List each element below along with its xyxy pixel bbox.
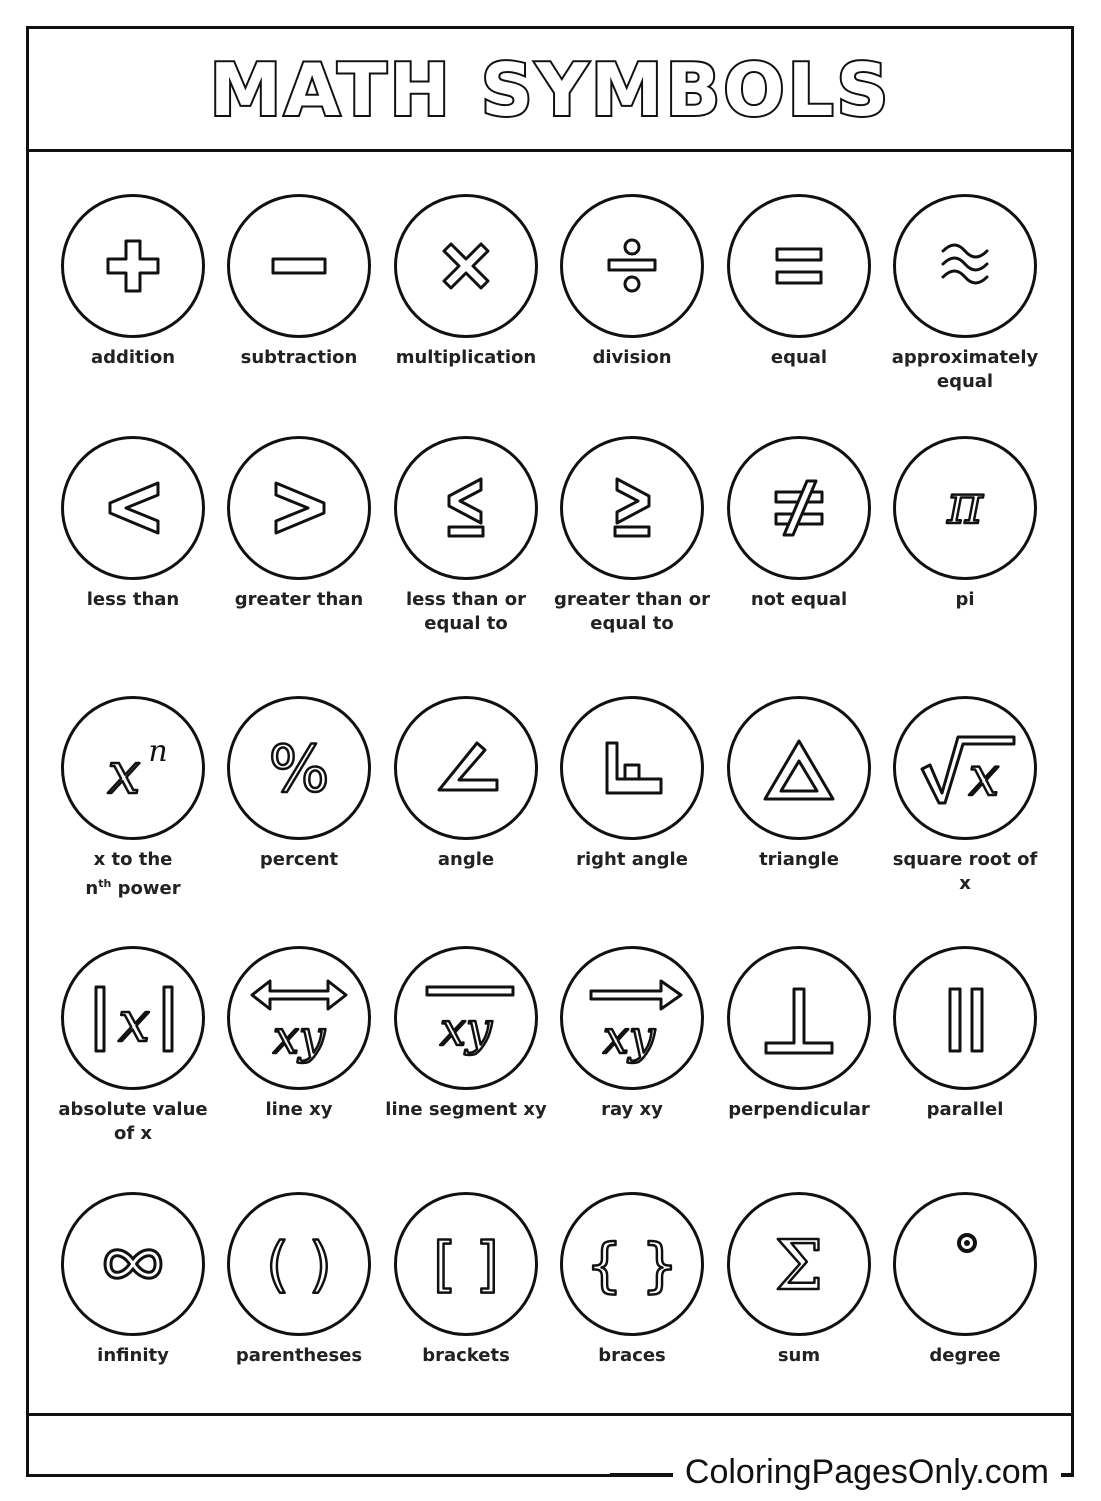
percent-glyph: % xyxy=(268,733,330,807)
xy-glyph: xy xyxy=(440,1002,492,1056)
symbol-card-square-root xyxy=(882,696,1048,926)
symbol-card-sum xyxy=(716,1192,882,1422)
not-equal-icon xyxy=(730,439,868,577)
segment-icon xyxy=(397,949,535,1087)
power-label-base: n xyxy=(85,878,99,899)
symbol-label: approximately equal xyxy=(891,347,1039,392)
symbol-circle xyxy=(893,1192,1037,1336)
symbol-label: perpendicular xyxy=(728,1099,870,1120)
x-glyph: x xyxy=(118,990,150,1055)
symbol-label: division xyxy=(592,347,672,368)
symbol-circle xyxy=(61,696,205,840)
site-credit: ColoringPagesOnly.com xyxy=(673,1450,1061,1494)
x-glyph: x xyxy=(968,745,1000,808)
infinity-icon xyxy=(64,1195,202,1333)
symbol-card-equal xyxy=(716,194,882,424)
symbol-card-infinity xyxy=(50,1192,216,1422)
right-angle-icon xyxy=(563,699,701,837)
symbol-label: line xy xyxy=(265,1099,333,1120)
symbol-card-triangle xyxy=(716,696,882,926)
symbol-label: addition xyxy=(90,347,176,368)
symbol-card-addition xyxy=(50,194,216,424)
symbol-circle xyxy=(727,696,871,840)
page-title: MATH SYMBOLS xyxy=(209,48,892,132)
symbol-card-greater-equal xyxy=(549,436,715,666)
symbol-card-approximately-equal xyxy=(882,194,1048,424)
parentheses-icon xyxy=(230,1195,368,1333)
symbol-label: less than xyxy=(86,589,180,610)
symbol-card-less-than xyxy=(50,436,216,666)
symbol-label: brackets xyxy=(422,1345,510,1366)
braces-icon xyxy=(563,1195,701,1333)
symbol-label: degree xyxy=(929,1345,1001,1366)
symbol-label: infinity xyxy=(97,1345,169,1366)
header-divider xyxy=(26,149,1074,152)
symbol-label: percent xyxy=(259,849,339,870)
symbol-circle xyxy=(227,436,371,580)
equals-icon xyxy=(730,197,868,335)
symbol-circle xyxy=(394,194,538,338)
symbol-circle xyxy=(394,436,538,580)
symbol-circle xyxy=(227,946,371,1090)
symbol-label: braces xyxy=(598,1345,666,1366)
degree-icon xyxy=(896,1195,1034,1333)
symbol-card-brackets xyxy=(383,1192,549,1422)
symbol-label: absolute value of x xyxy=(58,1099,208,1144)
symbol-circle xyxy=(727,436,871,580)
xy-glyph: xy xyxy=(603,1010,655,1064)
x-glyph: x xyxy=(107,739,141,807)
symbol-card-line xyxy=(216,946,382,1176)
symbol-card-braces xyxy=(549,1192,715,1422)
symbol-card-percent xyxy=(216,696,382,926)
times-icon xyxy=(397,197,535,335)
perpendicular-icon xyxy=(730,949,868,1087)
symbol-circle xyxy=(560,436,704,580)
symbol-card-angle xyxy=(383,696,549,926)
less-than-icon xyxy=(64,439,202,577)
symbol-card-degree xyxy=(882,1192,1048,1422)
symbol-circle xyxy=(61,1192,205,1336)
minus-icon xyxy=(230,197,368,335)
symbol-card-not-equal xyxy=(716,436,882,666)
triangle-icon xyxy=(730,699,868,837)
power-label-tail: power xyxy=(117,878,181,899)
symbol-card-parallel xyxy=(882,946,1048,1176)
symbol-card-less-equal xyxy=(383,436,549,666)
symbol-label: line segment xy xyxy=(385,1099,547,1120)
symbol-card-perpendicular xyxy=(716,946,882,1176)
symbol-label: equal xyxy=(770,347,828,368)
symbol-label: less than or equal to xyxy=(406,589,526,634)
symbol-card-power xyxy=(50,696,216,926)
symbol-circle xyxy=(61,194,205,338)
symbol-label: multiplication xyxy=(395,347,537,368)
sigma-glyph: Σ xyxy=(774,1227,824,1306)
symbol-circle xyxy=(227,696,371,840)
symbol-card-division xyxy=(549,194,715,424)
power-label-sup: th xyxy=(98,877,112,890)
symbol-card-pi xyxy=(882,436,1048,666)
angle-icon xyxy=(397,699,535,837)
symbol-card-parentheses xyxy=(216,1192,382,1422)
symbol-label: angle xyxy=(437,849,495,870)
less-equal-icon xyxy=(397,439,535,577)
symbol-circle xyxy=(394,946,538,1090)
symbol-label: triangle xyxy=(759,849,839,870)
symbol-circle xyxy=(227,1192,371,1336)
symbol-label: square root of x xyxy=(892,849,1038,894)
symbol-card-greater-than xyxy=(216,436,382,666)
symbol-circle xyxy=(727,1192,871,1336)
symbol-circle xyxy=(893,946,1037,1090)
symbol-label: greater than xyxy=(234,589,364,610)
symbol-circle xyxy=(727,946,871,1090)
symbol-card-absolute-value xyxy=(50,946,216,1176)
symbol-card-multiplication xyxy=(383,194,549,424)
symbol-circle xyxy=(893,194,1037,338)
symbol-circle xyxy=(227,194,371,338)
symbol-circle xyxy=(893,436,1037,580)
symbol-label: pi xyxy=(955,589,975,610)
symbol-card-subtraction xyxy=(216,194,382,424)
sum-icon xyxy=(730,1195,868,1333)
plus-icon xyxy=(64,197,202,335)
abs-icon xyxy=(64,949,202,1087)
symbol-label: sum xyxy=(777,1345,821,1366)
symbol-circle xyxy=(560,194,704,338)
parallel-icon xyxy=(896,949,1034,1087)
symbol-label xyxy=(50,848,216,901)
symbol-label: parallel xyxy=(926,1099,1004,1120)
symbol-card-ray xyxy=(549,946,715,1176)
symbol-card-right-angle xyxy=(549,696,715,926)
sqrt-icon xyxy=(896,699,1034,837)
symbol-circle xyxy=(560,946,704,1090)
symbol-label: subtraction xyxy=(240,347,358,368)
line-icon xyxy=(230,949,368,1087)
parentheses-glyph: ( ) xyxy=(266,1230,332,1300)
symbol-circle xyxy=(727,194,871,338)
brackets-glyph: [ ] xyxy=(433,1230,499,1300)
approx-icon xyxy=(896,197,1034,335)
power-icon xyxy=(64,699,202,837)
symbol-label: parentheses xyxy=(235,1345,363,1366)
symbol-label: ray xy xyxy=(601,1099,663,1120)
symbol-circle xyxy=(394,1192,538,1336)
symbol-circle xyxy=(61,436,205,580)
greater-than-icon xyxy=(230,439,368,577)
brackets-icon xyxy=(397,1195,535,1333)
divide-icon xyxy=(563,197,701,335)
braces-glyph: { } xyxy=(585,1231,679,1299)
ray-icon xyxy=(563,949,701,1087)
symbol-circle xyxy=(394,696,538,840)
symbol-circle xyxy=(560,1192,704,1336)
percent-icon xyxy=(230,699,368,837)
n-glyph: n xyxy=(148,734,168,769)
pi-icon xyxy=(896,439,1034,577)
greater-equal-icon xyxy=(563,439,701,577)
xy-glyph: xy xyxy=(273,1010,325,1064)
symbol-label: greater than or equal to xyxy=(554,589,710,634)
symbol-circle xyxy=(61,946,205,1090)
power-label-line1: x to the xyxy=(93,849,173,870)
symbol-label: not equal xyxy=(750,589,848,610)
symbol-label: right angle xyxy=(576,849,688,870)
symbol-circle xyxy=(560,696,704,840)
symbol-card-line-segment xyxy=(383,946,549,1176)
pi-glyph: π xyxy=(947,473,983,536)
symbol-circle xyxy=(893,696,1037,840)
